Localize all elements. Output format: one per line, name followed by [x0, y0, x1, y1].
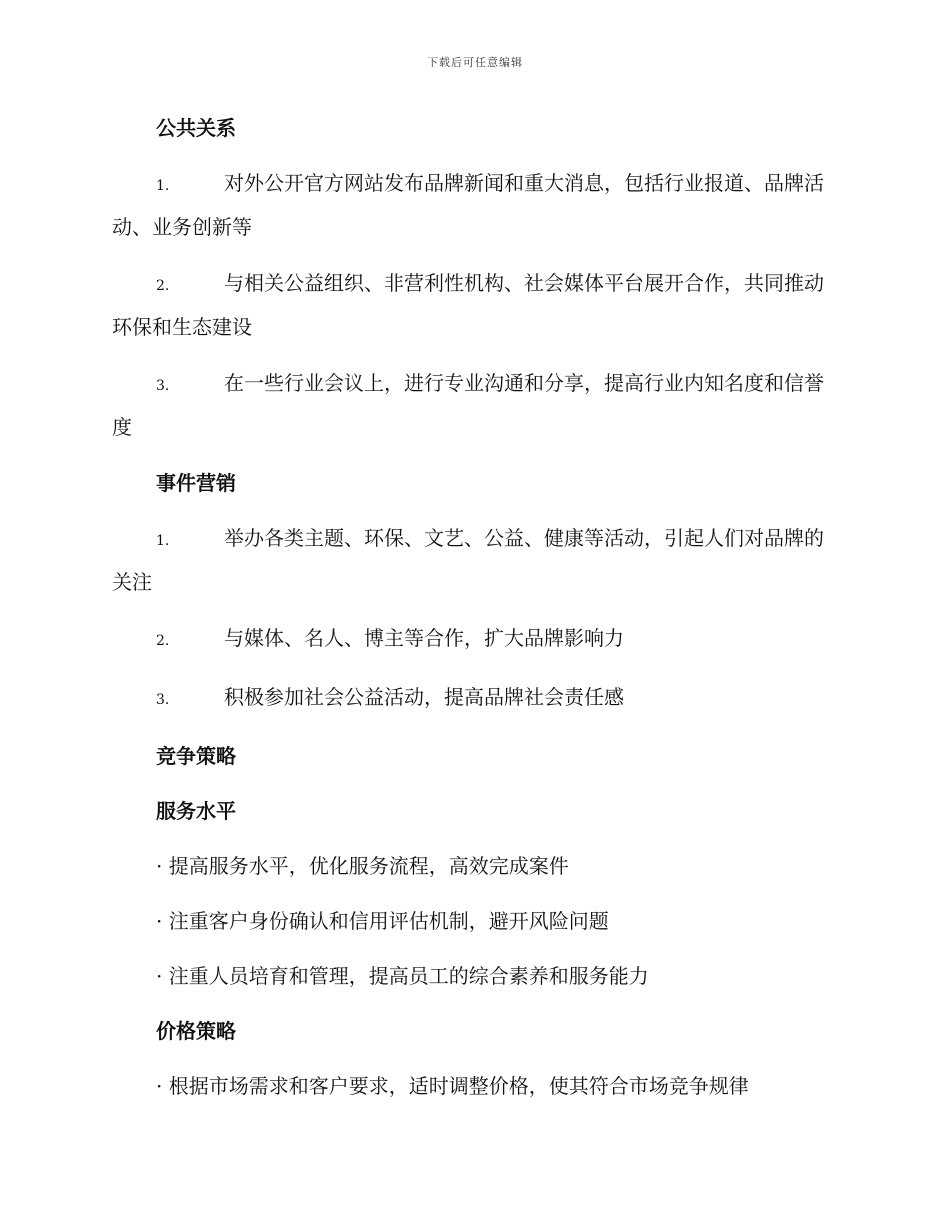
list-item-text: 举办各类主题、环保、文艺、公益、健康等活动，引起人们对品牌的关注 [112, 526, 824, 594]
list-item-number: 2. [156, 278, 170, 294]
list-item-number: 2. [156, 633, 170, 649]
list-item-text: 与相关公益组织、非营利性机构、社会媒体平台展开合作，共同推动环保和生态建设 [112, 271, 824, 339]
list-item [112, 518, 838, 603]
list-item-number: 1. [156, 533, 170, 549]
list-item-text: 积极参加社会公益活动，提高品牌社会责任感 [224, 685, 624, 709]
section-heading-pricing: 价格策略 [156, 1019, 236, 1043]
document-body [112, 108, 838, 1106]
list-item [112, 677, 838, 721]
section-heading-competition: 竞争策略 [156, 744, 236, 768]
section-heading-public-relations: 公共关系 [156, 116, 236, 140]
page-header: 下载后可任意编辑 [427, 56, 523, 69]
list-item [112, 163, 838, 248]
section-heading-service-level: 服务水平 [156, 799, 236, 823]
bullet-item: · 注重客户身份确认和信用评估机制，避开风险问题 [156, 909, 609, 933]
bullet-item: · 提高服务水平，优化服务流程，高效完成案件 [156, 854, 569, 878]
list-item [112, 618, 838, 662]
bullet-item: · 注重人员培育和管理，提高员工的综合素养和服务能力 [156, 964, 649, 988]
list-item-text: 在一些行业会议上，进行专业沟通和分享，提高行业内知名度和信誉度 [112, 371, 824, 439]
list-item-text: 对外公开官方网站发布品牌新闻和重大消息，包括行业报道、品牌活动、业务创新等 [112, 171, 824, 239]
list-item-number: 3. [156, 378, 170, 394]
section-heading-event-marketing: 事件营销 [156, 471, 236, 495]
list-item-text: 与媒体、名人、博主等合作，扩大品牌影响力 [224, 626, 624, 650]
list-item [112, 363, 838, 448]
list-item-number: 3. [156, 692, 170, 708]
list-item [112, 263, 838, 348]
bullet-item: · 根据市场需求和客户要求，适时调整价格，使其符合市场竞争规律 [156, 1074, 749, 1098]
list-item-number: 1. [156, 178, 170, 194]
